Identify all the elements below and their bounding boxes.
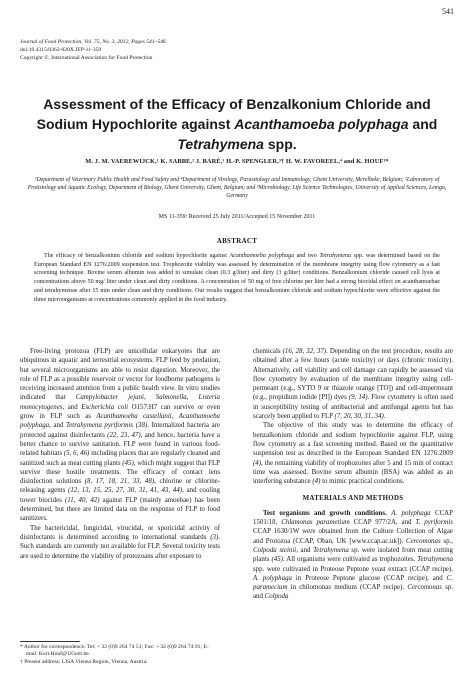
text-run: . Such standards are currently not available for FLP. Several toxicity tests are used to determine the viability of protozoans after exposure to bbox=[20, 533, 220, 560]
species-name: Campylobacter jejuni, Salmonella, Listeria monocytogenes, bbox=[20, 394, 220, 411]
text-run: and bbox=[64, 403, 82, 411]
footnotes bbox=[20, 644, 220, 666]
abstract-italic: Acanthamoeba polyphaga bbox=[229, 253, 295, 259]
citation-ref: (11, 40, 42) bbox=[64, 496, 100, 504]
abstract-heading: ABSTRACT bbox=[216, 237, 258, 245]
journal-citation: Journal of Food Protection, Vol. 75, No. 3, 2012, Pages 541–546 bbox=[20, 39, 166, 45]
objective-paragraph bbox=[253, 421, 453, 486]
text-run: against FLP (mainly amoebae) has been determined, but there are limited data on the response of FLP to food sanitizers. bbox=[20, 496, 220, 523]
article-title bbox=[30, 94, 444, 154]
intro-paragraph-2 bbox=[20, 524, 220, 561]
species-name: Cercomonas bbox=[407, 584, 442, 592]
citation-ref: (7, 20, 30, 31, 34) bbox=[334, 413, 384, 421]
body-column-right bbox=[253, 347, 453, 602]
author-affiliations: ¹Department of Veterinary Public Health and Food Safety and ⁴Department of Virology, Parasitology and Immunology, Ghent University, Merelbeke, Belgium; ²Laboratory of Protistology and Aquatic Ecology, Department of Biology, Ghent University, Ghent, Belgium; and ³Microbiology, Life Science Technologies, University of Applied Sciences, Lemgo, Germany bbox=[27, 177, 447, 200]
abstract-text bbox=[34, 252, 440, 304]
species-name: Escherichia coli bbox=[81, 403, 129, 411]
text-run: . Depending on the test procedure, results are obtained after a few hours (acute toxicity) or days (chronic toxicity). Alternatively, cell viability and cell damage can rapidly be assessed via flow cytometry by evaluation of the membrane integrity using cell-permeant (e.g., SYTO 9 or thiazole orange [TO]) and cell-impermeant (e.g., propidium iodide [PI]) dyes bbox=[253, 348, 453, 402]
species-name: Colpoda bbox=[264, 593, 289, 601]
text-run: in Proteose Peptone glucose (CCAP recipe), and bbox=[291, 574, 447, 582]
journal-header bbox=[20, 38, 320, 62]
citation-ref: (5, 6, 46) bbox=[63, 450, 90, 458]
species-name: Tetrahymena bbox=[417, 556, 453, 564]
abstract-run: spp. was determined based on the European Standard EN 1276:2009 suspension test. Trophozoite viability was assessed by determination of the membrane integrity using flow cytometry as a fast screening technique. Bovine serum albumin was added to simulate clean (0.3 g/liter) and dirty (3 g/liter) conditions. Benzalkonium chloride caused cell lysis at concentrations above 50 mg/ liter under clean and dirty conditions. A concentration of 50 mg of free chlorine per liter had a strong biocidal effect on acanthamoebae and tetrahymenae after 15 min under clean and dirty conditions. Our results suggest that benzalkonium chloride and sodium hypochlorite were effective against the three microorganisms at concentrations commonly applied in the food industry. bbox=[34, 253, 441, 303]
section-heading-materials-methods: MATERIALS AND METHODS bbox=[302, 495, 404, 503]
text-run: , the remaining viability of trophozoites after 5 and 15 min of contact time was assessed. Bovine serum albumin (BSA) was added as an interfering substance bbox=[253, 459, 453, 486]
text-run: CCAP 1501/18, bbox=[253, 509, 453, 527]
text-run: sp. were isolated from meat cutting plants bbox=[253, 546, 453, 564]
page-number: 541 bbox=[442, 7, 454, 16]
run-in-heading: Test organisms and growth conditions. bbox=[263, 509, 387, 517]
species-name: T. pyriformis bbox=[415, 519, 453, 527]
title-text-1: Assessment of the Efficacy of Benzalkonium Chloride and Sodium Hypochlorite against bbox=[36, 96, 431, 132]
abstract-italic: Tetrahymena bbox=[319, 253, 352, 259]
species-name: Cercomonas bbox=[406, 537, 441, 545]
text-run: The objective of this study was to determine the efficacy of benzalkonium chloride and sodium hypochlorite against FLP, using flow cytometry as a fast screening method. Based on the quantitative suspension test as described in the European Standard EN 1276:2009 bbox=[253, 422, 453, 458]
footnote-present-address: † Present address: LISA Vienna Region, Vienna, Austria. bbox=[20, 658, 148, 665]
title-italic-2: Tetrahymena bbox=[177, 136, 264, 152]
species-name: A. polyphaga bbox=[391, 509, 431, 517]
species-name: C. paramecium bbox=[253, 574, 453, 592]
species-name: A. polyphaga bbox=[253, 574, 292, 582]
text-run: , chlorine or chlorine-releasing agents bbox=[20, 478, 221, 495]
manuscript-dates: MS 11-359: Received 25 July 2011/Accepted 15 November 2011 bbox=[158, 214, 316, 220]
journal-copyright: Copyright ©, International Association for Food Protection bbox=[20, 55, 153, 61]
footnote-corresponding-author: * Author for correspondence. Tel: + 32 (0)9 264 74 51; Fax: + 32 (0)9 264 74 91; E-mail: Kurt.Houf@UGent.be. bbox=[20, 644, 209, 658]
intro-paragraph-1 bbox=[20, 347, 220, 524]
species-name: Colpoda steinii bbox=[253, 546, 297, 554]
citation-ref: (38) bbox=[135, 422, 148, 430]
citation-ref: (12, 13, 15, 25, 27, 30, 31, 41, 43, 44) bbox=[68, 487, 183, 495]
footnote-divider bbox=[20, 641, 80, 642]
citation-ref: (4) bbox=[312, 478, 321, 486]
species-name: Tetrahymena bbox=[313, 546, 349, 554]
text-run: sp. and bbox=[253, 584, 454, 601]
text-run: . bbox=[383, 413, 386, 421]
text-run: spp. were cultivated in Proteose Peptone yeast extract (CCAP recipe). bbox=[253, 565, 453, 573]
citation-ref: (8, 17, 18, 21, 33, 48) bbox=[84, 478, 155, 486]
author-list: M. J. M. VAEREWIJCK,¹ K. SABBE,² J. BARÉ,¹ H.-P. SPENGLER,³† H. W. FAVOREEL,⁴ and K. HOUF¹* bbox=[85, 158, 389, 165]
text-run: CCAP 977/2A, and bbox=[349, 519, 416, 527]
text-run: O157:H7 can survive or even grow in FLP such as bbox=[20, 403, 221, 421]
citation-ref: (22, 23, 47) bbox=[107, 431, 141, 439]
text-run: , which might suggest that FLP survive these hostile treatments. The efficacy of contact lens disinfection solutions bbox=[20, 459, 220, 486]
text-run: , and cooling tower biocides bbox=[20, 487, 220, 504]
text-run: . Internalized bacteria are protected against disinfectants bbox=[20, 422, 220, 439]
text-run: in chilomonas medium (CCAP recipe). bbox=[287, 584, 408, 592]
text-run: to mimic practical conditions. bbox=[320, 478, 405, 486]
intro-paragraph-3 bbox=[253, 347, 453, 421]
text-run: The bactericidal, fungicidal, virucidal, or sporicidal activity of disinfectants is determined according to international standards bbox=[20, 524, 220, 541]
species-name: Tetrahymena pyriformis bbox=[66, 422, 134, 430]
citation-ref: (3) bbox=[210, 533, 219, 541]
text-run: , and hence, bacteria have a better chance to survive sanitation. FLP were found in various food-related habitats bbox=[20, 431, 220, 458]
citation-ref: (16, 28, 32, 37) bbox=[282, 348, 327, 355]
text-run: . Flow cytometry is often used in susceptibility testing of antibacterial and antifungal agents but has scarcely been applied to FLP bbox=[253, 394, 453, 421]
text-run: . All organisms were cultivated as trophozoites. bbox=[282, 556, 418, 564]
citation-ref: (9, 14) bbox=[348, 394, 368, 402]
citation-ref: (45) bbox=[271, 556, 283, 564]
species-name: Chlamonas parametium bbox=[281, 519, 350, 527]
abstract-run: The efficacy of benzalkonium chloride and sodium hypochlorite against bbox=[44, 253, 230, 259]
text-run: chemicals bbox=[253, 348, 283, 355]
text-run: and bbox=[50, 422, 67, 430]
species-name: Acanthamoeba castellanii, Acanthamoeba polyphaga, bbox=[20, 413, 221, 430]
title-text-2: and bbox=[408, 116, 438, 132]
journal-doi: doi:10.4315/0362-028X.JFP-11-359 bbox=[20, 47, 102, 53]
text-run: CCAP 1630/1W were obtained from the Culture Collection of Algae and Protozoa (CCAP, Oban, UK [www.ccap.ac.uk]). bbox=[253, 528, 453, 545]
text-run: Free-living protozoa (FLP) are unicellular eukaryotes that are ubiquitous in aquatic and terrestrial ecosystems. FLP feed by predation, but several microorganisms are able to resist digestion. Moreover, the role of FLP as a possible reservoir or vector for foodborne pathogens is receiving increased attention from a public health view. In vitro studies indicated that bbox=[20, 348, 220, 402]
citation-ref: (4) bbox=[253, 459, 262, 467]
text-run: including places that are regularly cleaned and sanitized such as meat cutting plants bbox=[20, 450, 220, 467]
methods-paragraph-1 bbox=[253, 509, 453, 602]
title-text-3: spp. bbox=[263, 136, 297, 152]
citation-ref: (45) bbox=[122, 459, 134, 467]
title-italic-1: Acanthamoeba polyphaga bbox=[234, 116, 409, 132]
abstract-run: and two bbox=[294, 253, 320, 259]
body-column-left bbox=[20, 347, 220, 561]
text-run: sp., bbox=[440, 537, 454, 545]
text-run: , and bbox=[296, 546, 314, 554]
